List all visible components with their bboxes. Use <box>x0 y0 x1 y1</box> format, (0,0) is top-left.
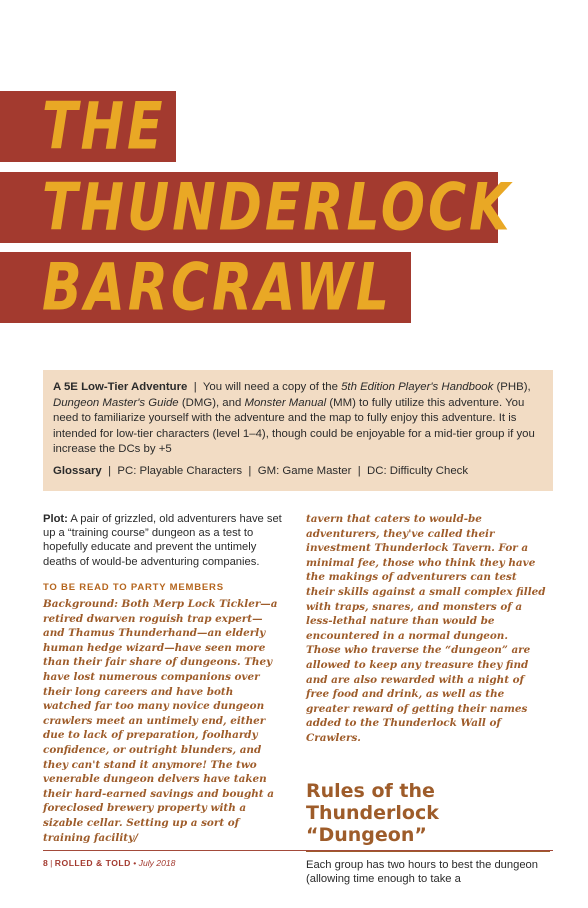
background-text: Background: Both Merp Lock Tickler—a retired dwarven roguish trap expert—and Thamus Thunderhand—an elderly human hedge wizard—have seen more than their fair share of dungeons. They have lost numerous companions over their long careers and have both watched far too many novice dungeon crawlers meet an untimely end, either due to lack of preparation, foolhardy confidence, or outright blunders, and they can't stand it anymore! The two venerable dungeon delvers have taken their hard-earned savings and bought a foreclosed brewery property with a sizable cellar. Setting up a sort of training facility/ <box>43 598 278 844</box>
title-line2: THUNDERLOCK <box>42 170 513 246</box>
info-separator: | <box>187 381 203 393</box>
title-banner-line1 <box>0 89 176 165</box>
right-column <box>306 512 546 886</box>
left-column <box>43 512 283 845</box>
footer-bullet: • <box>133 858 137 868</box>
info-paragraph <box>53 380 543 458</box>
rules-heading <box>306 780 550 852</box>
background-continued: tavern that caters to would-be adventurers, they've called their investment Thunderlock Tavern. For a minimal fee, those who think they have the makings of adventurers can test their skills against a small complex filled with traps, snares, and monsters of a less-lethal nature than would be encountered in a normal dungeon. Those who traverse the “dungeon” are allowed to keep any treasure they find and are also rewarded with a night of free food and drink, as well as the greater reward of getting their names added to the Thunderlock Wall of Crawlers. <box>306 513 546 744</box>
glossary-label: Glossary <box>53 464 102 477</box>
rules-text: Each group has two hours to best the dungeon (allowing time enough to take a <box>306 858 538 885</box>
title-banner-line2 <box>0 170 513 246</box>
info-dmg: Dungeon Master's Guide <box>53 396 179 409</box>
plot-paragraph <box>43 512 283 569</box>
info-lead: A 5E Low-Tier Adventure <box>53 381 188 393</box>
read-aloud-heading: TO BE READ TO PARTY MEMBERS <box>43 581 224 593</box>
page-number: 8 <box>43 858 48 868</box>
adventure-info-box <box>43 370 553 491</box>
page-footer <box>43 850 553 868</box>
plot-text: A pair of grizzled, old adventurers have set up a “training course” dungeon as a test to hopefully educate and prevent the untimely deaths of would-be adventuring companies. <box>43 513 282 568</box>
issue-date: July 2018 <box>138 858 176 868</box>
info-phb: 5th Edition Player's Handbook <box>341 381 494 393</box>
title-line1: THE <box>42 89 166 165</box>
glossary-text: | PC: Playable Characters | GM: Game Master | DC: Difficulty Check <box>101 464 469 477</box>
title-banner-line3 <box>0 250 411 326</box>
info-text: (DMG), and <box>178 396 245 409</box>
rules-heading-line1: Rules of the <box>306 779 435 802</box>
footer-separator: | <box>50 858 53 868</box>
rules-heading-line2: Thunderlock “Dungeon” <box>306 801 439 846</box>
info-text: (PHB), <box>493 381 531 393</box>
plot-label: Plot: <box>43 513 68 525</box>
glossary <box>53 464 543 480</box>
magazine-name: ROLLED & TOLD <box>54 858 131 868</box>
info-text: (MM) to fully utilize this adventure. You need to familiarize yourself with the adventure and the map to fully enjoy this adventure. It is intended for low-tier characters (level 1–4), though could be enjoyable for a mid-tier group if you increase the DCs by +5 <box>53 396 535 455</box>
info-text: You will need a copy of the <box>202 381 342 393</box>
title-line3: BARCRAWL <box>42 250 393 326</box>
info-mm: Monster Manual <box>244 396 327 409</box>
